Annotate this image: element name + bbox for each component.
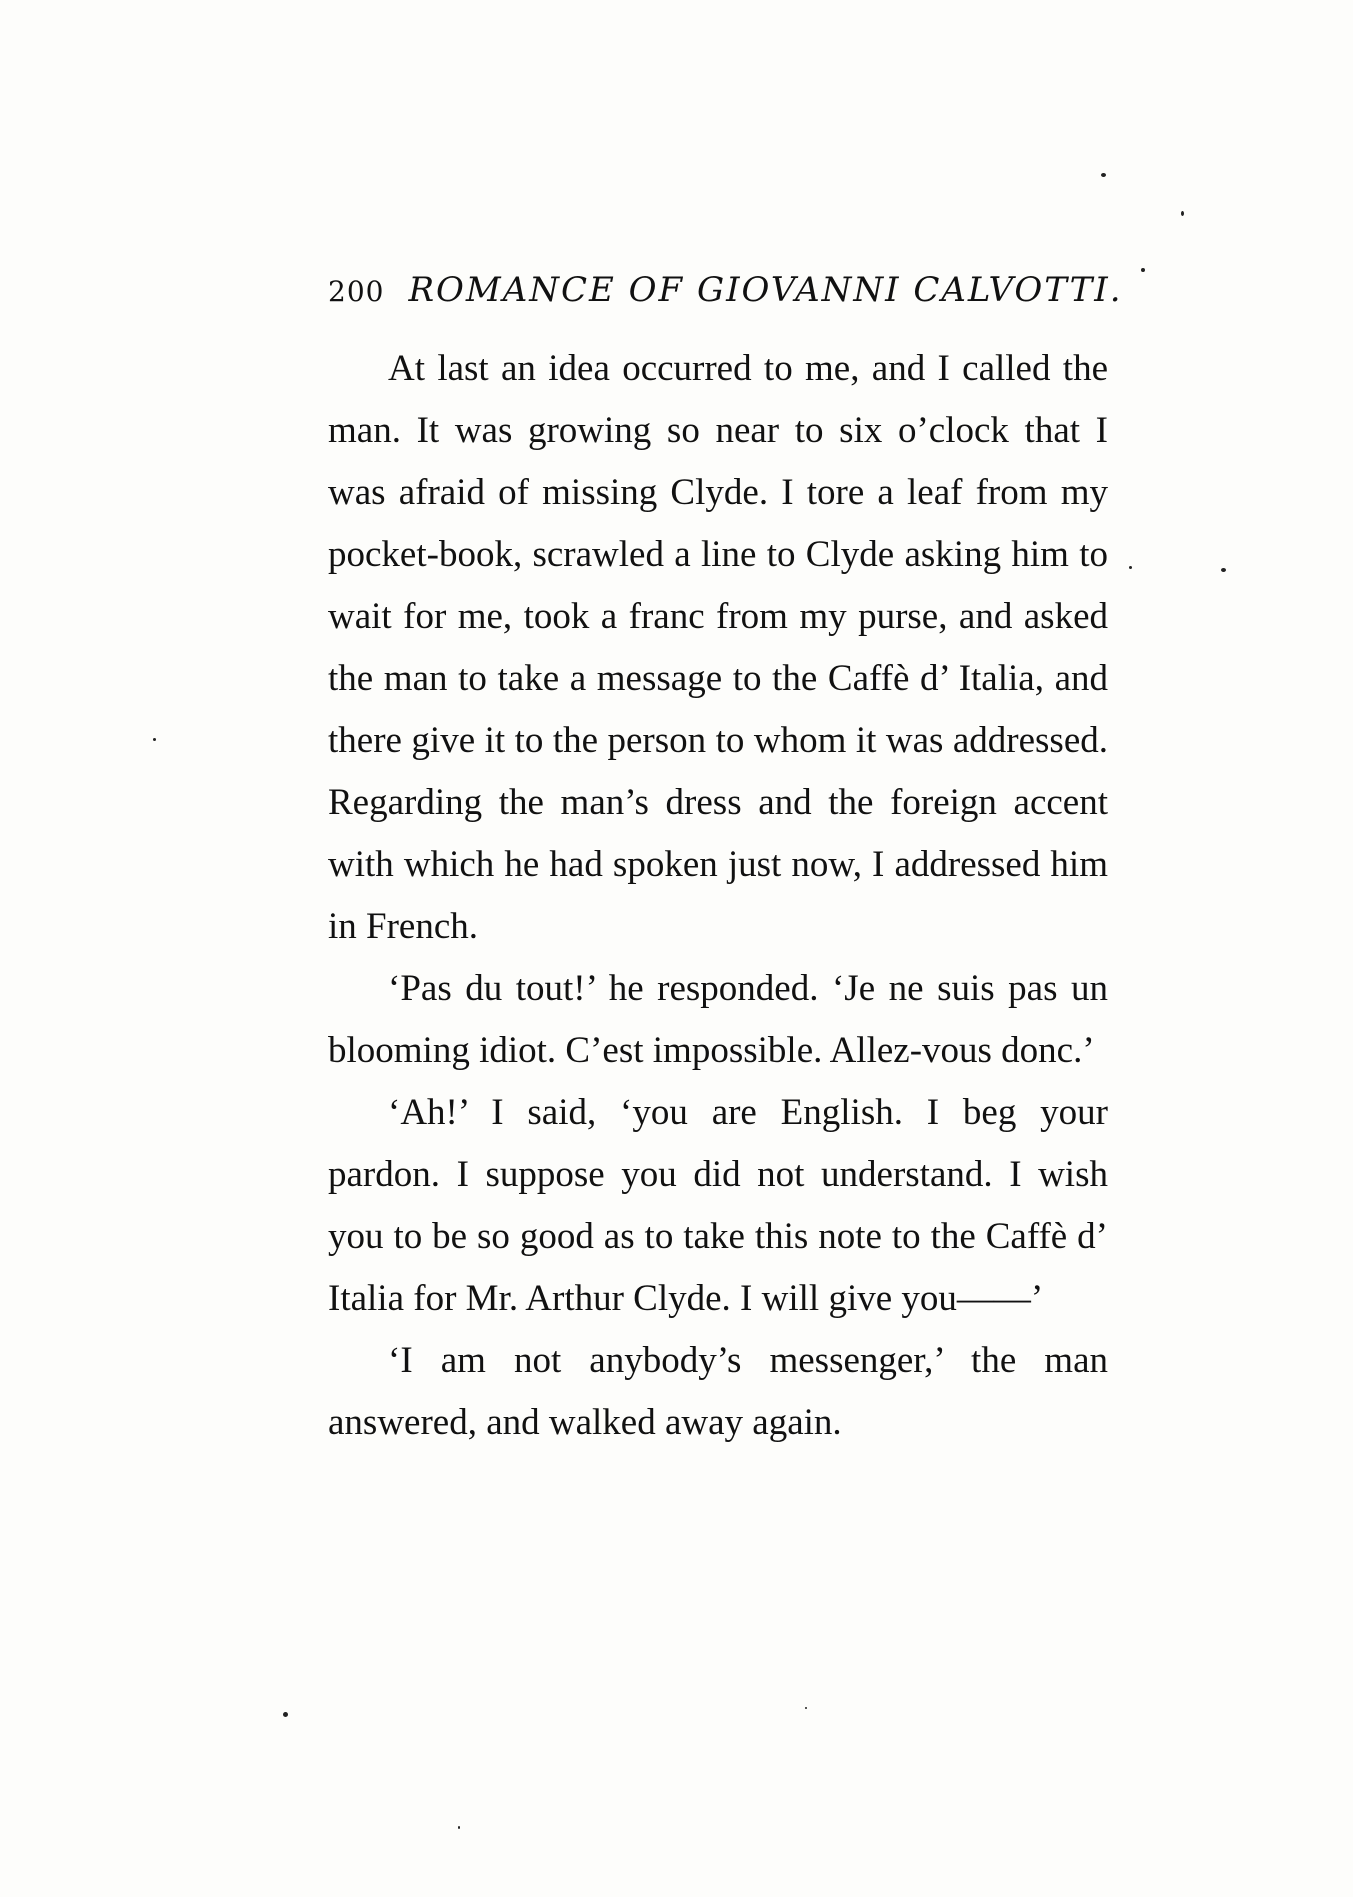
paragraph-3: ‘Ah!’ I said, ‘you are English. I beg your pardon. I suppose you did not understand. I wish you to be so good as to take this note to the Caffè d’ Italia for Mr. Arthur Clyde. I will give you——’	[328, 1092, 1108, 1319]
running-title: ROMANCE OF GIOVANNI CALVOTTI.	[408, 270, 1123, 310]
scan-speck	[1221, 568, 1226, 572]
body-text	[328, 338, 1108, 1454]
scan-speck	[153, 738, 156, 741]
scan-speck	[1141, 268, 1145, 272]
scan-speck	[1101, 173, 1106, 177]
scan-speck	[283, 1712, 288, 1717]
scan-speck	[1129, 566, 1132, 569]
paragraph-2: ‘Pas du tout!’ he responded. ‘Je ne suis pas un blooming idiot. C’est impossible. Allez-vous donc.’	[328, 968, 1108, 1071]
scan-speck	[458, 1826, 460, 1829]
scan-speck	[805, 1707, 807, 1709]
running-head	[328, 270, 1123, 314]
page-number: 200	[328, 275, 385, 308]
scan-speck	[1181, 211, 1184, 216]
paragraph-4: ‘I am not anybody’s messenger,’ the man answered, and walked away again.	[328, 1340, 1108, 1443]
paragraph-1: At last an idea occurred to me, and I called the man. It was growing so near to six o’clock that I was afraid of missing Clyde. I tore a leaf from my pocket-book, scrawled a line to Clyde asking him to wait for me, took a franc from my purse, and asked the man to take a message to the Caffè d’ Italia, and there give it to the person to whom it was addressed. Regarding the man’s dress and the foreign accent with which he had spoken just now, I addressed him in French.	[328, 348, 1108, 947]
